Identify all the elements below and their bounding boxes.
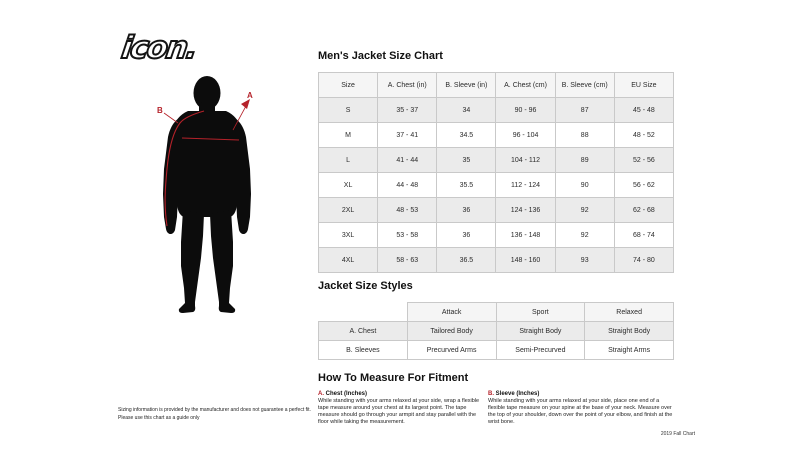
- table-cell: 36.5: [437, 248, 496, 273]
- table-cell: B. Sleeves: [319, 341, 408, 360]
- disclaimer-line-1: Sizing information is provided by the manufacturer and does not guarantee a perfect fit.: [118, 407, 311, 413]
- table-cell: 124 - 136: [496, 198, 555, 223]
- header-row: [319, 303, 674, 322]
- table-cell: 2XL: [319, 198, 378, 223]
- chest-instructions-text: While standing with your arms relaxed at your side, wrap a flexible tape measure around your chest at its largest point. The tape measure should go through your armpit and stay parallel with the floor while taking the measurement.: [318, 398, 480, 425]
- disclaimer-line-2: Please use this chart as a guide only: [118, 414, 200, 421]
- table-cell: 36: [437, 198, 496, 223]
- table-cell: 35 - 37: [378, 98, 437, 123]
- table-cell: 48 - 52: [614, 123, 673, 148]
- sleeve-instructions-text: While standing with your arms relaxed at your side, place one end of a flexible tape measure on your spine at the base of your neck. Measure over the top of your shoulder, down over the point of your elbow, and finish at the wrist bone.: [488, 398, 673, 425]
- table-row: [319, 123, 674, 148]
- icon-brand-logo: [120, 18, 230, 71]
- table-cell: 112 - 124: [496, 173, 555, 198]
- table-cell: Precurved Arms: [407, 341, 496, 360]
- table-cell: 136 - 148: [496, 223, 555, 248]
- table-cell: 34: [437, 98, 496, 123]
- table-cell: 92: [555, 198, 614, 223]
- column-header: B. Sleeve (in): [437, 73, 496, 98]
- table-cell: S: [319, 98, 378, 123]
- sleeve-heading-label: Sleeve (Inches): [495, 391, 540, 397]
- table-cell: 52 - 56: [614, 148, 673, 173]
- chest-heading-prefix: A.: [318, 391, 324, 397]
- table-cell: L: [319, 148, 378, 173]
- table-cell: 88: [555, 123, 614, 148]
- chest-heading-label: Chest (Inches): [325, 391, 368, 397]
- table-row: [319, 248, 674, 273]
- table-cell: 92: [555, 223, 614, 248]
- table-cell: 62 - 68: [614, 198, 673, 223]
- chart-date: 2019 Fall Chart: [660, 431, 695, 437]
- table-cell: 90 - 96: [496, 98, 555, 123]
- measure-instructions: [318, 391, 678, 426]
- table-row: [319, 98, 674, 123]
- table-cell: Tailored Body: [407, 322, 496, 341]
- icon-logo-graphic: [120, 18, 230, 66]
- table-cell: 36: [437, 223, 496, 248]
- table-cell: Semi-Precurved: [496, 341, 585, 360]
- logo-text: icon.: [120, 30, 199, 66]
- table-cell: 34.5: [437, 123, 496, 148]
- how-to-measure-title: How To Measure For Fitment: [318, 372, 469, 384]
- column-header: A. Chest (cm): [496, 73, 555, 98]
- column-header: Sport: [496, 303, 585, 322]
- table-row: [319, 173, 674, 198]
- column-header: EU Size: [614, 73, 673, 98]
- mens-jacket-size-chart-table: [318, 72, 674, 273]
- table-row: [319, 341, 674, 360]
- column-header: B. Sleeve (cm): [555, 73, 614, 98]
- measurement-figure: [138, 74, 288, 324]
- sleeve-heading: [488, 391, 675, 397]
- table-cell: A. Chest: [319, 322, 408, 341]
- size-styles-title: Jacket Size Styles: [318, 280, 413, 292]
- label-b-pointer: [164, 113, 178, 123]
- table-cell: 74 - 80: [614, 248, 673, 273]
- table-cell: 96 - 104: [496, 123, 555, 148]
- chest-heading: [318, 391, 480, 397]
- table-row: [319, 322, 674, 341]
- column-header: A. Chest (in): [378, 73, 437, 98]
- table-row: [319, 198, 674, 223]
- table-cell: 4XL: [319, 248, 378, 273]
- sleeve-heading-prefix: B.: [488, 391, 494, 397]
- arrowhead-icon: [241, 99, 250, 109]
- table-cell: 104 - 112: [496, 148, 555, 173]
- table-cell: 56 - 62: [614, 173, 673, 198]
- table-cell: 41 - 44: [378, 148, 437, 173]
- table-cell: 58 - 63: [378, 248, 437, 273]
- sleeve-instructions: [488, 391, 675, 426]
- table-cell: 89: [555, 148, 614, 173]
- table-cell: 90: [555, 173, 614, 198]
- table-cell: 37 - 41: [378, 123, 437, 148]
- column-header: Relaxed: [585, 303, 674, 322]
- column-header: Attack: [407, 303, 496, 322]
- jacket-size-styles-table: [318, 302, 674, 360]
- table-cell: 35.5: [437, 173, 496, 198]
- column-header: Size: [319, 73, 378, 98]
- header-row: [319, 73, 674, 98]
- table-cell: Straight Body: [496, 322, 585, 341]
- table-cell: 35: [437, 148, 496, 173]
- table-cell: 3XL: [319, 223, 378, 248]
- table-row: [319, 223, 674, 248]
- chest-instructions: [318, 391, 480, 426]
- table-cell: 44 - 48: [378, 173, 437, 198]
- table-cell: 45 - 48: [614, 98, 673, 123]
- table-cell: Straight Body: [585, 322, 674, 341]
- table-cell: 48 - 53: [378, 198, 437, 223]
- table-cell: 93: [555, 248, 614, 273]
- table-cell: Straight Arms: [585, 341, 674, 360]
- body-silhouette-graphic: [138, 74, 288, 319]
- body-silhouette: [163, 76, 251, 313]
- figure-label-a: A: [247, 91, 253, 100]
- sizing-disclaimer: [118, 407, 323, 422]
- table-cell: 68 - 74: [614, 223, 673, 248]
- table-cell: 87: [555, 98, 614, 123]
- column-header: [319, 303, 408, 322]
- table-cell: XL: [319, 173, 378, 198]
- table-row: [319, 148, 674, 173]
- table-cell: 148 - 160: [496, 248, 555, 273]
- table-cell: 53 - 58: [378, 223, 437, 248]
- table-cell: M: [319, 123, 378, 148]
- figure-label-b: B: [157, 106, 163, 115]
- size-chart-title: Men's Jacket Size Chart: [318, 50, 443, 62]
